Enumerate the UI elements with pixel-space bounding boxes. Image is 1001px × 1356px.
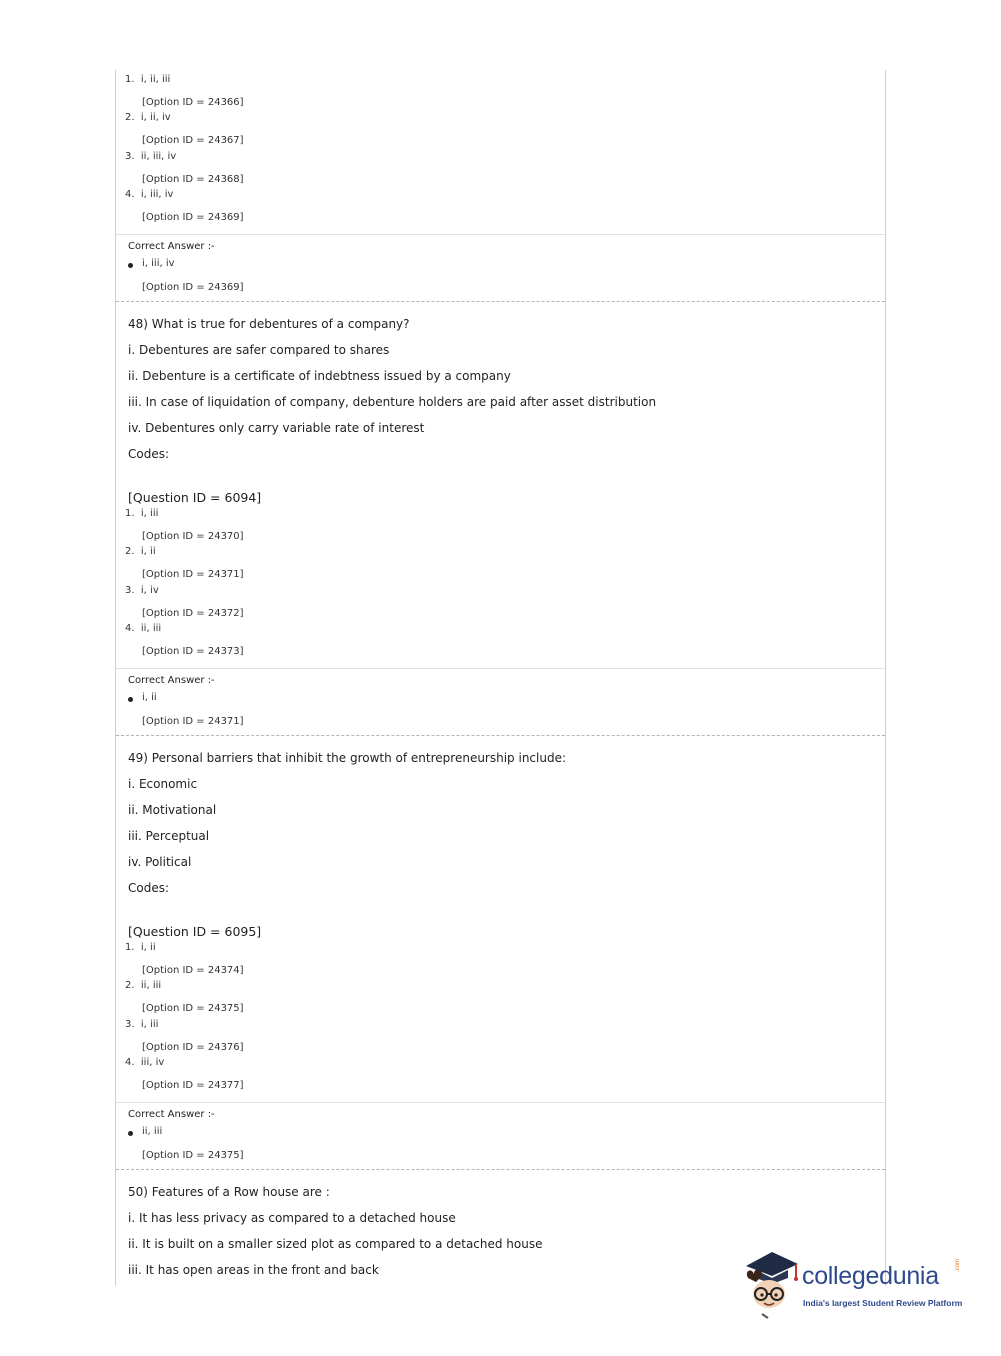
mascot-icon (742, 1248, 800, 1320)
statement: iii. Perceptual (128, 829, 210, 843)
codes-label: Codes: (128, 881, 170, 895)
codes-label: Codes: (128, 447, 170, 461)
option-3: 3. i, iii (125, 1019, 159, 1030)
statement: ii. It is built on a smaller sized plot as compared to a detached house (128, 1237, 543, 1251)
statement: iii. It has open areas in the front and back (128, 1263, 379, 1277)
option-id: [Option ID = 24373] (142, 646, 244, 657)
statement: iii. In case of liquidation of company, debenture holders are paid after asset distribution (128, 395, 657, 409)
statement: i. Debentures are safer compared to shares (128, 343, 390, 357)
statement: ii. Motivational (128, 803, 217, 817)
option-id: [Option ID = 24377] (142, 1080, 244, 1091)
option-3: 3. i, iv (125, 585, 159, 596)
question-id: [Question ID = 6094] (128, 490, 262, 505)
statement: iv. Debentures only carry variable rate of interest (128, 421, 425, 435)
section-divider (116, 1102, 885, 1103)
option-2: 2. i, ii (125, 546, 156, 557)
option-4: 4. i, iii, iv (125, 189, 174, 200)
correct-answer-label: Correct Answer :- (128, 241, 215, 252)
correct-answer-label: Correct Answer :- (128, 1109, 215, 1120)
question-divider (116, 735, 885, 736)
option-id: [Option ID = 24368] (142, 174, 244, 185)
correct-answer-value: i, iii, iv (142, 258, 175, 269)
bullet-icon (128, 697, 133, 702)
option-1: 1. i, ii, iii (125, 74, 171, 85)
statement: iv. Political (128, 855, 192, 869)
logo-domain-suffix: .com (955, 1258, 961, 1272)
option-2: 2. i, ii, iv (125, 112, 171, 123)
document-page (115, 70, 886, 1286)
option-3: 3. ii, iii, iv (125, 151, 177, 162)
question-49-text: 49) Personal barriers that inhibit the growth of entrepreneurship include: (128, 751, 567, 765)
section-divider (116, 234, 885, 235)
option-4: 4. iii, iv (125, 1057, 165, 1068)
question-48-text: 48) What is true for debentures of a company? (128, 317, 410, 331)
option-id: [Option ID = 24376] (142, 1042, 244, 1053)
option-id: [Option ID = 24374] (142, 965, 244, 976)
question-divider (116, 1169, 885, 1170)
option-id: [Option ID = 24375] (142, 1003, 244, 1014)
question-id: [Question ID = 6095] (128, 924, 262, 939)
correct-answer-value: ii, iii (142, 1126, 163, 1137)
option-id: [Option ID = 24370] (142, 531, 244, 542)
logo-tagline: India's largest Student Review Platform (803, 1298, 963, 1308)
option-id: [Option ID = 24366] (142, 97, 244, 108)
section-divider (116, 668, 885, 669)
option-2: 2. ii, iii (125, 980, 162, 991)
option-id: [Option ID = 24371] (142, 569, 244, 580)
collegedunia-logo (742, 1248, 972, 1320)
bullet-icon (128, 1131, 133, 1136)
logo-wordmark: collegedunia (802, 1262, 939, 1290)
statement: ii. Debenture is a certificate of indebtness issued by a company (128, 369, 511, 383)
question-50-text: 50) Features of a Row house are : (128, 1185, 330, 1199)
statement: i. It has less privacy as compared to a detached house (128, 1211, 456, 1225)
option-id: [Option ID = 24369] (142, 212, 244, 223)
option-1: 1. i, ii (125, 942, 156, 953)
correct-option-id: [Option ID = 24371] (142, 716, 244, 727)
correct-answer-value: i, ii (142, 692, 157, 703)
question-divider (116, 301, 885, 302)
correct-option-id: [Option ID = 24375] (142, 1150, 244, 1161)
correct-option-id: [Option ID = 24369] (142, 282, 244, 293)
option-id: [Option ID = 24367] (142, 135, 244, 146)
correct-answer-label: Correct Answer :- (128, 675, 215, 686)
statement: i. Economic (128, 777, 198, 791)
option-4: 4. ii, iii (125, 623, 162, 634)
bullet-icon (128, 263, 133, 268)
option-1: 1. i, iii (125, 508, 159, 519)
option-id: [Option ID = 24372] (142, 608, 244, 619)
